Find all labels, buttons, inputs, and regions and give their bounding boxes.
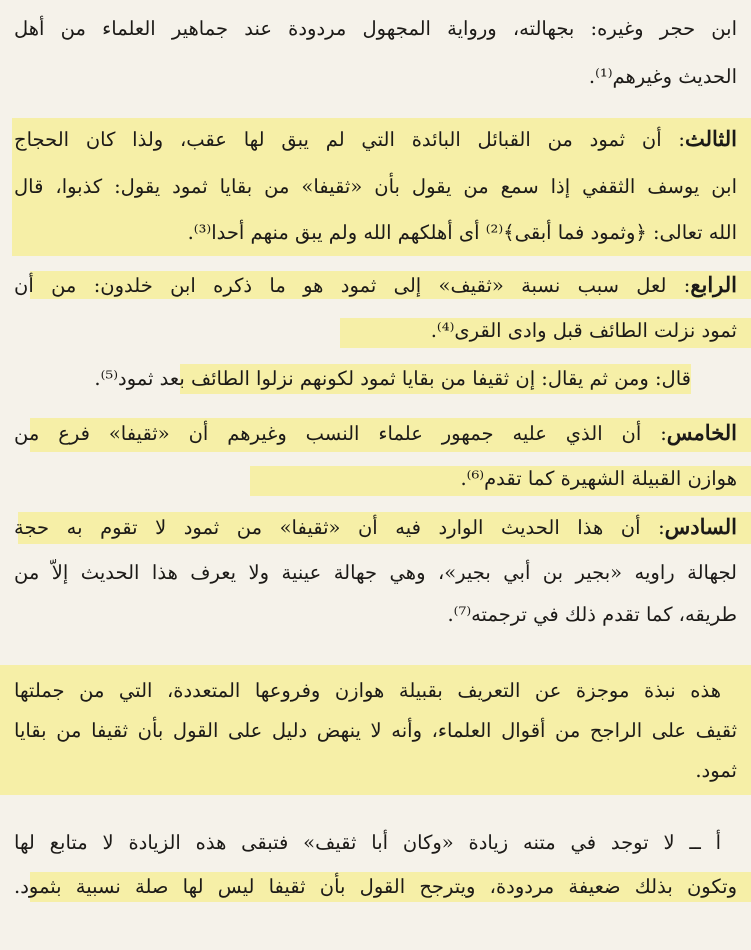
p7-line-1: هذه نبذة موجزة عن التعريف بقبيلة هوازن وفروعها المتعددة، التي من جملتها [14,679,721,702]
p7-line-3: ثمود. [695,759,737,782]
p5-line-1 [14,418,737,449]
p4-line-3: قال: ومن ثم يقال: إن ثقيفا من بقايا ثمود لكونهم نزلوا الطائف بعد ثمود⁽⁵⁾. [94,367,691,390]
p6-lead: السادس [664,514,737,539]
p6-line-2: لجهالة راويه «بجير بن أبي بجير»، وهي جهالة عينية ولا يعرف هذا الحديث إلاّ من [14,561,737,584]
p7-line-2: ثقيف على الراجح من أقوال العلماء، وأنه لا ينهض دليل على القول بأن ثقيفا من بقايا [14,719,737,742]
text-line-1: ابن حجر وغيره: بجهالته، ورواية المجهول مردودة عند جماهير العلماء من أهل [14,17,737,40]
p3-line-1-rest: : أن ثمود من القبائل البائدة التي لم يبق لها عقب، ولذا كان الحجاج [14,128,685,151]
p5-lead: الخامس [666,420,737,445]
p3-line-2: ابن يوسف الثقفي إذا سمع من يقول بأن «ثقيفا» من بقايا ثمود يقول: كذبوا، قال [14,175,737,198]
p3-line-3: الله تعالى: ﴿وثمود فما أبقى﴾⁽²⁾ أى أهلكهم الله ولم يبق منهم أحدا⁽³⁾. [187,221,737,244]
p4-line-2: ثمود نزلت الطائف قبل وادى القرى⁽⁴⁾. [430,319,737,342]
p8-line-1: أ ــ لا توجد في متنه زيادة «وكان أبا ثقيف» فتبقى هذه الزيادة لا متابع لها [14,831,721,854]
p6-line-1 [14,512,737,543]
p5-line-1-rest: : أن الذي عليه جمهور علماء النسب وغيرهم أن «ثقيفا» فرع من [14,422,667,445]
p8-line-2: وتكون بذلك ضعيفة مردودة، ويترجح القول بأن ثقيفا ليس لها صلة نسبية بثمود. [14,875,737,898]
p5-line-2: هوازن القبيلة الشهيرة كما تقدم⁽⁶⁾. [460,467,737,490]
p4-line-1-rest: : لعل سبب نسبة «ثقيف» إلى ثمود هو ما ذكره ابن خلدون: من أن [14,274,691,297]
p3-lead: الثالث [685,126,737,151]
p4-lead: الرابع [690,272,737,297]
p6-line-3: طريقه، كما تقدم ذلك في ترجمته⁽⁷⁾. [447,603,737,626]
p4-line-1 [14,270,737,301]
p3-line-1 [14,124,737,155]
text-line-2: الحديث وغيرهم⁽¹⁾. [588,65,737,88]
p6-line-1-rest: : أن هذا الحديث الوارد فيه أن «ثقيفا» من ثمود لا تقوم به حجة [14,516,665,539]
